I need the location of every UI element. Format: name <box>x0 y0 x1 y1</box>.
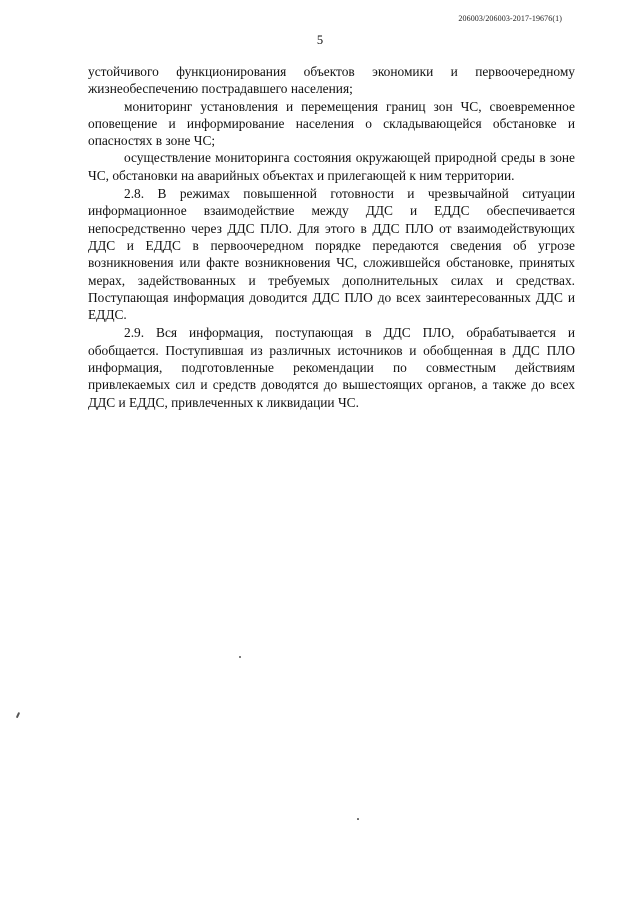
scan-speck <box>357 818 359 820</box>
scan-speck <box>16 712 20 718</box>
paragraph-continuation: устойчивого функционирования объектов экономики и первоочередному жизнеобеспечению пострадавшего населения; <box>88 64 575 97</box>
scan-speck <box>239 656 241 658</box>
document-body <box>88 63 575 411</box>
paragraph-monitoring-environment: осуществление мониторинга состояния окружающей природной среды в зоне ЧС, обстановки на аварийных объектах и прилегающей к ним территории. <box>88 150 575 183</box>
paragraph-monitoring-zones: мониторинг установления и перемещения границ зон ЧС, своевременное оповещение и информирование населения о складывающейся обстановке и опасностях в зоне ЧС; <box>88 98 575 149</box>
document-id: 206003/206003-2017-19676(1) <box>458 14 562 23</box>
page-number: 5 <box>316 33 324 47</box>
paragraph-2-8: 2.8. В режимах повышенной готовности и чрезвычайной ситуации информационное взаимодействие между ДДС и ЕДДС обеспечивается непосредственно через ДДС ПЛО. Для этого в ДДС ПЛО от взаимодействующих ДДС и ЕДДС в первоочередном порядке передаются сведения об угрозе возникновения или факте возникновения ЧС, сложившейся обстановке, принятых мерах, задействованных и требуемых дополнительных силах и средствах. Поступающая информация доводится ДДС ПЛО до всех заинтересованных ДДС и ЕДДС. <box>88 186 575 323</box>
paragraph-2-9: 2.9. Вся информация, поступающая в ДДС ПЛО, обрабатывается и обобщается. Поступившая из различных источников и обобщенная в ДДС ПЛО информация, подготовленные рекомендации по совместным действиям привлекаемых сил и средств доводятся до вышестоящих органов, а также до всех ДДС и ЕДДС, привлеченных к ликвидации ЧС. <box>88 325 575 410</box>
